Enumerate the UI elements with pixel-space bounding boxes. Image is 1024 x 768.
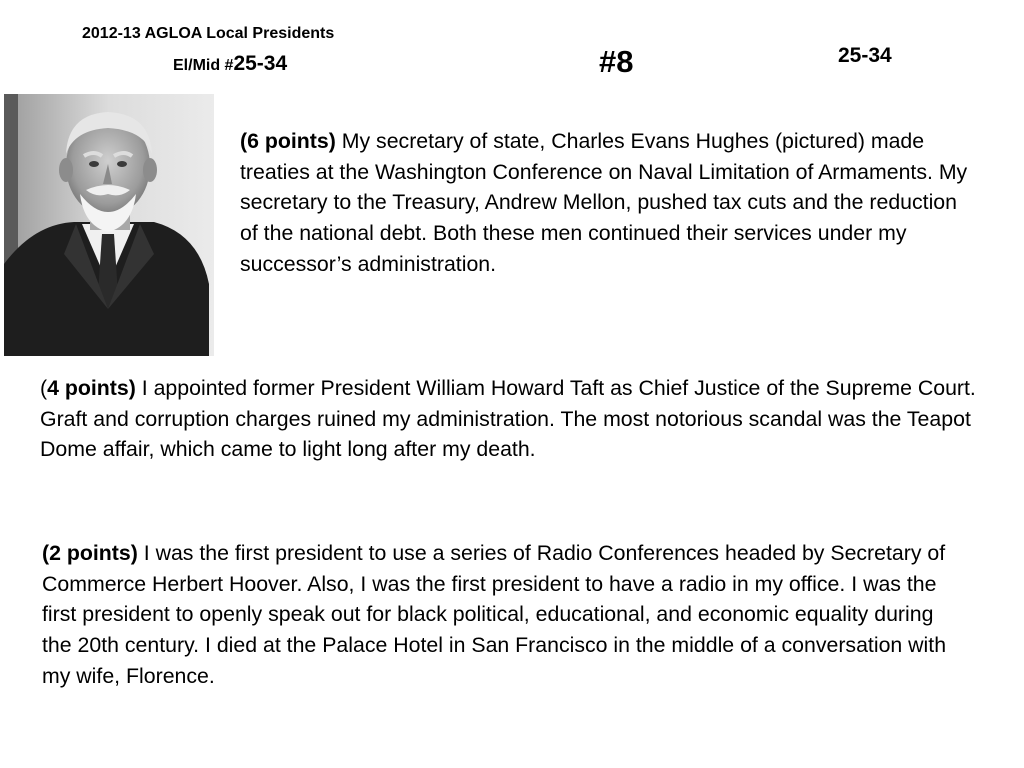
clue-text: My secretary of state, Charles Evans Hughes (pictured) made treaties at the Washington Conference on Naval Limitation of Armaments. My secretary to the Treasury, Andrew Mellon, pushed tax cuts and the reduction of the national debt. Both these men continued their services under my successor’s administration.: [240, 129, 968, 276]
clue-points-label: 4 points): [47, 376, 136, 400]
subtitle-range: 25-34: [233, 52, 288, 75]
range-label: 25-34: [838, 44, 892, 67]
clue-4-points: [40, 373, 980, 465]
clue-points-label: (6 points): [240, 129, 336, 153]
clue-6-points: [240, 126, 980, 280]
clue-2-points: [42, 538, 962, 692]
clue-points-label: (2 points): [42, 541, 138, 565]
clue-open-paren: (: [40, 376, 48, 400]
subtitle-prefix: El/Mid #: [173, 57, 234, 74]
header-subtitle: [173, 52, 287, 78]
portrait-photo: [4, 94, 214, 356]
clue-text: I was the first president to use a series of Radio Conferences headed by Secretary of Commerce Herbert Hoover. Also, I was the first president to have a radio in my office. I was the first president to openly speak out for black political, educational, and economic equality during the 20th century. I died at the Palace Hotel in San Francisco in the middle of a conversation with my wife, Florence.: [42, 541, 947, 688]
slide-number: #8: [599, 44, 634, 79]
clue-text: I appointed former President William Howard Taft as Chief Justice of the Supreme Court. Graft and corruption charges ruined my administration. The most notorious scandal was the Teapot Dome affair, which came to light long after my death.: [40, 376, 976, 462]
header-title: 2012-13 AGLOA Local Presidents: [82, 25, 335, 42]
portrait-illustration: [4, 94, 214, 356]
